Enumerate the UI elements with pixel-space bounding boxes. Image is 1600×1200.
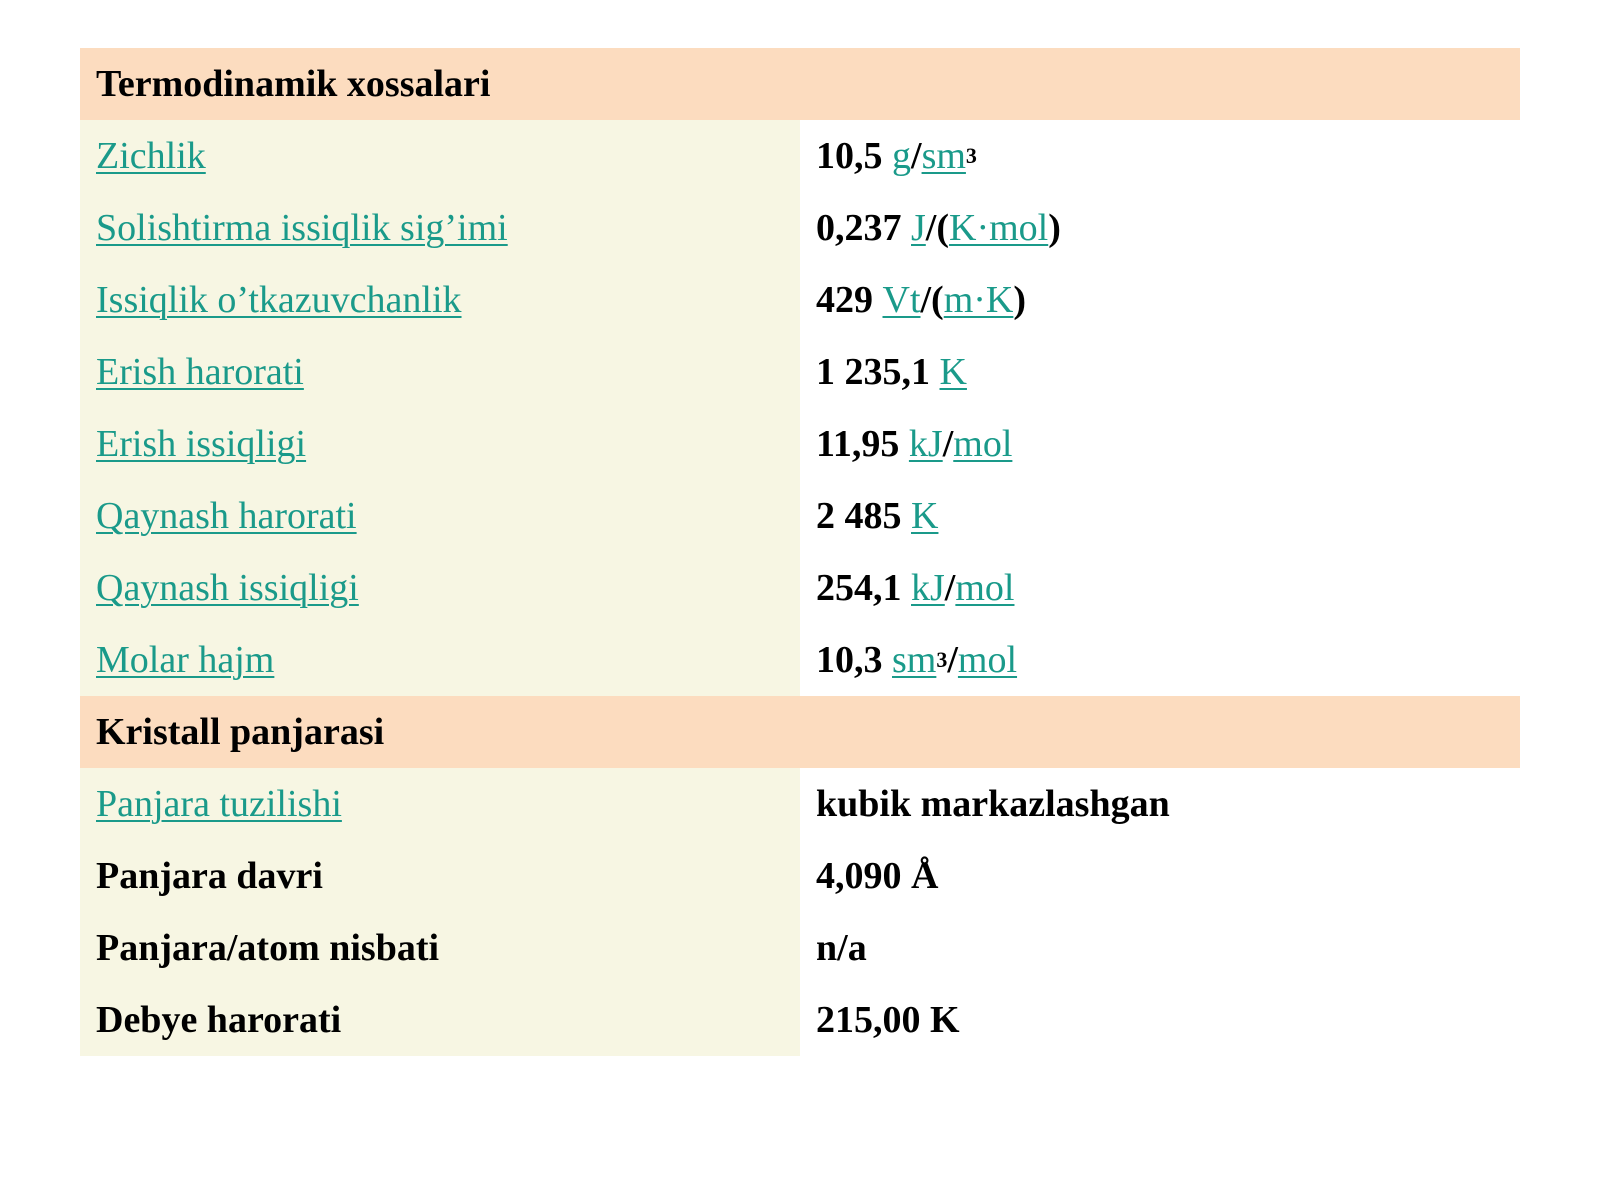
row-label-cell [80, 336, 800, 408]
link-zichlik[interactable]: Zichlik [96, 135, 206, 177]
row-label-cell [80, 552, 800, 624]
link-qaynash-issiqligi[interactable]: Qaynash issiqligi [96, 567, 359, 609]
unit-link-sm[interactable]: sm [892, 639, 937, 681]
row-label-cell [80, 912, 800, 984]
unit-link-sm[interactable]: sm [921, 135, 966, 177]
unit-link-k[interactable]: K [939, 351, 967, 393]
section-header-crystal [80, 696, 1520, 768]
table-row [80, 336, 1520, 408]
row-label-cell [80, 624, 800, 696]
row-value-cell [800, 480, 1520, 552]
link-molar-hajm[interactable]: Molar hajm [96, 639, 275, 681]
unit-separator: / [911, 135, 922, 177]
row-label-cell [80, 264, 800, 336]
row-label: Panjara/atom nisbati [96, 927, 440, 969]
unit-link-k[interactable]: K [911, 495, 939, 537]
row-value-cell: 10,5 g / sm 3 [800, 120, 1520, 192]
unit-link-k-mol[interactable]: K·mol [949, 207, 1049, 249]
section-title: Kristall panjarasi [96, 711, 385, 753]
table-row [80, 192, 1520, 264]
row-label-cell [80, 480, 800, 552]
table-row [80, 408, 1520, 480]
value-number: 1 235,1 [816, 351, 940, 393]
unit-separator: / [944, 567, 956, 609]
link-panjara-tuzilishi[interactable]: Panjara tuzilishi [96, 783, 342, 825]
value-number: 11,95 [816, 423, 909, 465]
row-value-cell: 10,3 sm 3 / mol [800, 624, 1520, 696]
value-text: 215,00 K [816, 999, 960, 1041]
unit-link-kj[interactable]: kJ [908, 423, 943, 465]
row-value-cell [800, 408, 1520, 480]
link-erish-issiqligi[interactable]: Erish issiqligi [96, 423, 307, 465]
unit-link-g[interactable]: g [892, 135, 911, 177]
link-issiqlik-otkazuvchanlik[interactable]: Issiqlik o’tkazuvchanlik [96, 279, 462, 321]
row-value-cell [800, 552, 1520, 624]
unit-separator: ) [1048, 207, 1061, 249]
table-row [80, 120, 1520, 192]
table-row [80, 840, 1520, 912]
row-value-cell [800, 984, 1520, 1056]
value-number: 0,237 [816, 207, 911, 249]
row-value-cell [800, 264, 1520, 336]
table-row [80, 264, 1520, 336]
link-erish-harorati[interactable]: Erish harorati [96, 351, 304, 393]
link-qaynash-harorati[interactable]: Qaynash harorati [96, 495, 357, 537]
value-number: 10,5 [816, 135, 892, 177]
unit-separator: / [947, 639, 958, 681]
unit-link-m-k[interactable]: m·K [943, 279, 1014, 321]
section-title: Termodinamik xossalari [96, 63, 491, 105]
table-row [80, 768, 1520, 840]
section-header-thermodynamic [80, 48, 1520, 120]
value-number: 254,1 [816, 567, 911, 609]
unit-separator: / [942, 423, 954, 465]
row-value-cell [800, 192, 1520, 264]
table-row [80, 480, 1520, 552]
unit-link-vt[interactable]: Vt [882, 279, 921, 321]
row-label-cell [80, 768, 800, 840]
unit-separator: /( [925, 207, 950, 249]
row-label-cell [80, 984, 800, 1056]
row-value-cell [800, 840, 1520, 912]
value-text: kubik markazlashgan [816, 783, 1170, 825]
row-label-cell [80, 408, 800, 480]
link-solishtirma-issiqlik[interactable]: Solishtirma issiqlik sig’imi [96, 207, 508, 249]
row-label-cell [80, 192, 800, 264]
unit-separator: ) [1013, 279, 1027, 321]
value-number: 429 [816, 279, 883, 321]
row-value-cell [800, 336, 1520, 408]
table-row [80, 624, 1520, 696]
row-value-cell [800, 768, 1520, 840]
table-row [80, 912, 1520, 984]
row-label: Debye harorati [96, 999, 342, 1041]
row-label: Panjara davri [96, 855, 323, 897]
unit-link-mol[interactable]: mol [955, 567, 1015, 609]
unit-link-mol[interactable]: mol [953, 423, 1013, 465]
table-row [80, 984, 1520, 1056]
unit-link-j[interactable]: J [911, 207, 926, 249]
value-number: 10,3 [816, 639, 892, 681]
row-value-cell [800, 912, 1520, 984]
row-label-cell [80, 120, 800, 192]
value-text: 4,090 Å [816, 855, 939, 897]
properties-table [80, 48, 1520, 1056]
table-row [80, 552, 1520, 624]
row-label-cell [80, 840, 800, 912]
unit-link-kj[interactable]: kJ [911, 567, 945, 609]
value-number: 2 485 [816, 495, 911, 537]
unit-separator: /( [920, 279, 944, 321]
unit-link-mol[interactable]: mol [957, 639, 1018, 681]
value-text: n/a [816, 927, 867, 969]
